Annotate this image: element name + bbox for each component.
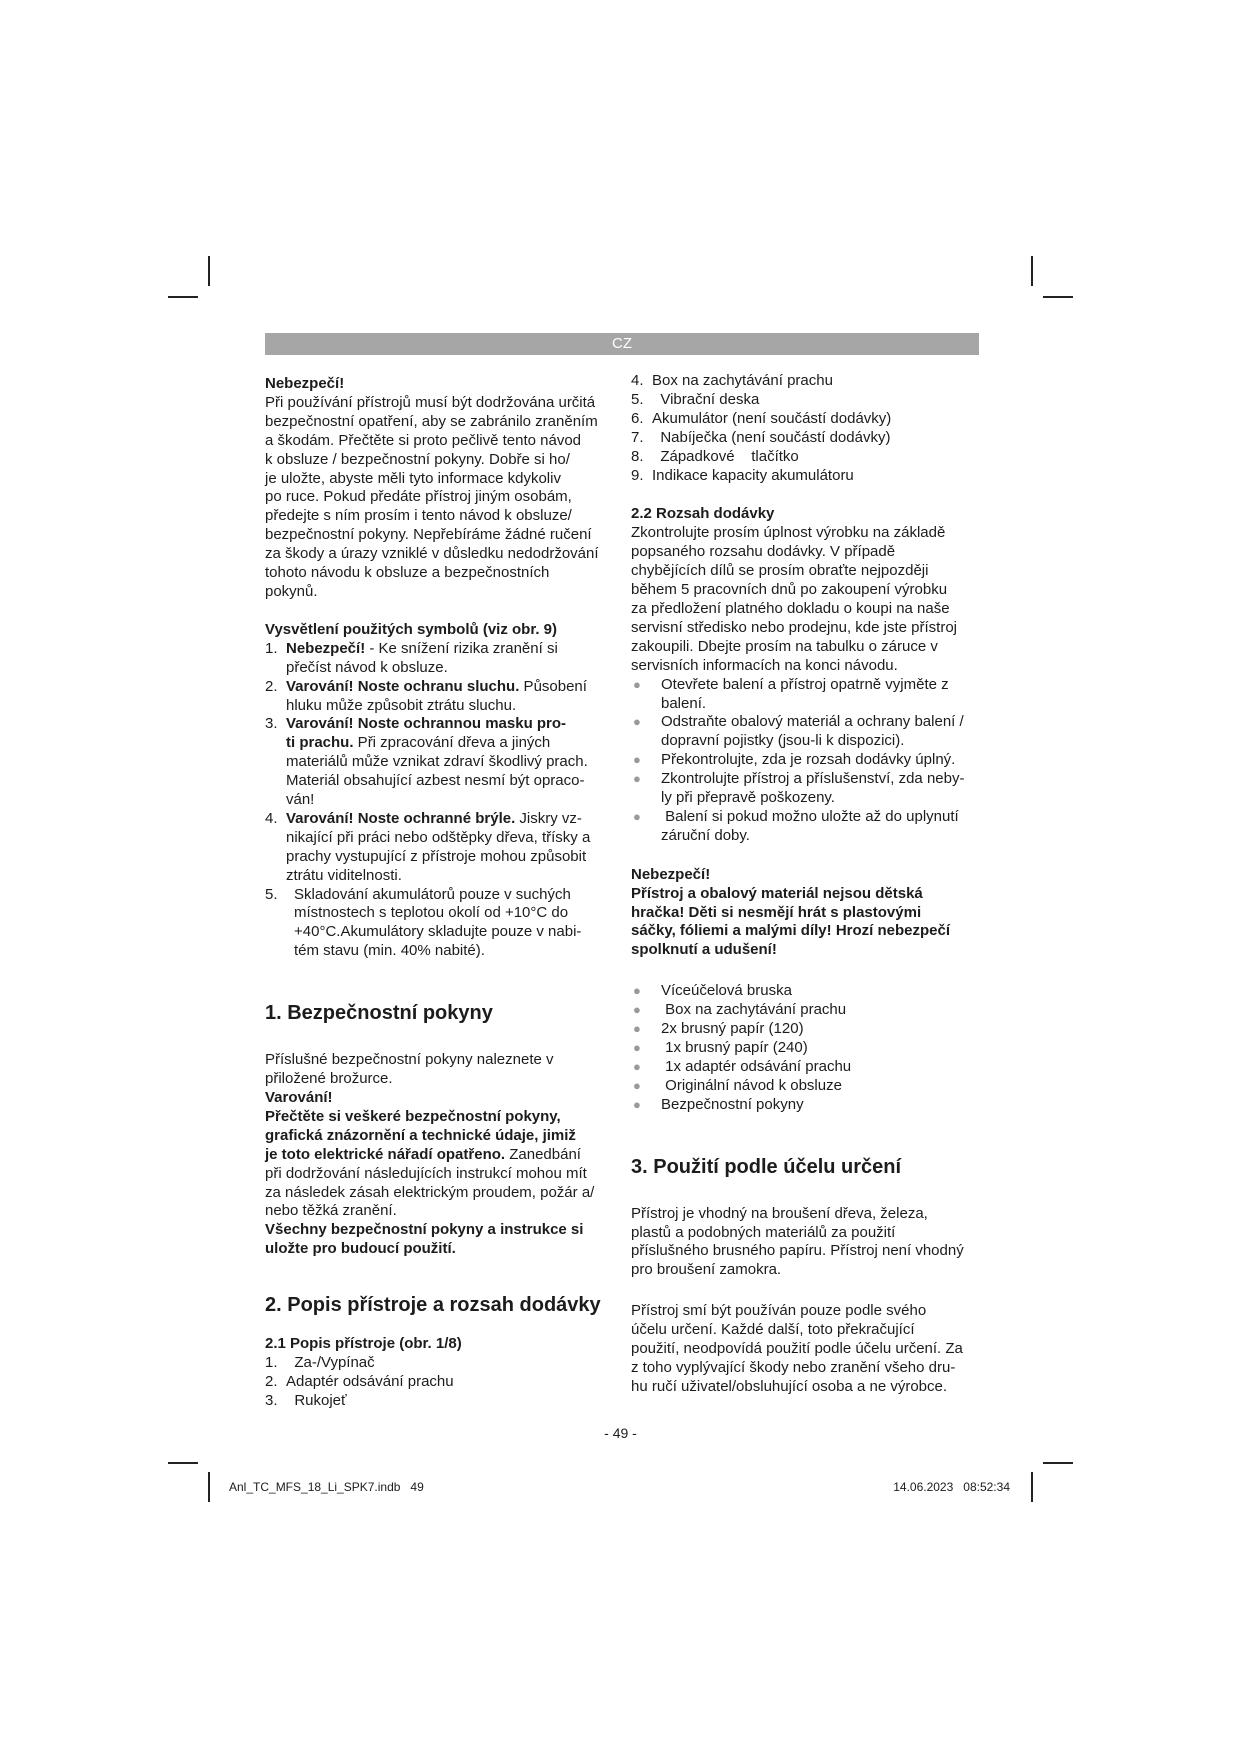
text-line: chybějících dílů se prosím obraťte nejpozději: [631, 562, 929, 580]
contents-item: [631, 1096, 981, 1115]
item-text: Indikace kapacity akumulátoru: [652, 466, 854, 484]
bullet-icon: ●: [633, 1058, 641, 1074]
item-text: Víceúčelová bruska: [661, 982, 792, 1000]
text-line: je toto elektrické nářadí opatřeno.: [265, 1145, 506, 1163]
text-line: Odstraňte obalový materiál a ochrany balení /: [661, 713, 964, 731]
text-line: Přečtěte si veškeré bezpečnostní pokyny,: [265, 1107, 561, 1125]
text-line: ly při přepravě poškozeny.: [661, 789, 835, 807]
symbols-title: Vysvětlení použitých symbolů (viz obr. 9): [265, 620, 558, 638]
contents-item: [631, 1077, 981, 1096]
list-item: [631, 391, 981, 410]
item-number: 3.: [265, 1391, 278, 1409]
text-line: +40°C.Akumulátory skladujte pouze v nabi-: [294, 923, 582, 941]
section-2-1-title: 2.1 Popis přístroje (obr. 1/8): [265, 1335, 462, 1353]
bullet-icon: ●: [633, 676, 641, 692]
text-line: Působení: [519, 677, 587, 695]
text-line: po ruce. Pokud předáte přístroj jiným osobám,: [265, 488, 572, 506]
text-line: příslušného brusného papíru. Přístroj není vhodný: [631, 1242, 964, 1260]
language-band: [265, 333, 979, 355]
item-text: Rukojeť: [286, 1391, 347, 1409]
item-number: 1.: [265, 1354, 278, 1372]
bullet-icon: ●: [633, 714, 641, 730]
item-number: 4.: [631, 372, 644, 389]
text-line: hu ručí uživatel/obsluhující osoba a ne výrobce.: [631, 1377, 948, 1395]
section-2-2-title: 2.2 Rozsah dodávky: [631, 505, 775, 523]
item-bold: Varování! Noste ochranu sluchu.: [286, 677, 520, 695]
text-line: Přístroj je vhodný na broušení dřeva, železa,: [631, 1204, 928, 1222]
language-code: CZ: [612, 335, 632, 352]
item-number: 6.: [631, 409, 644, 427]
text-line: a škodám. Přečtěte si proto pečlivě tento návod: [265, 431, 582, 449]
item-text: Adaptér odsávání prachu: [286, 1372, 454, 1390]
footer-file: Anl_TC_MFS_18_Li_SPK7.indb 49: [229, 1480, 424, 1494]
text-line: Přístroj smí být používán pouze podle svého: [631, 1302, 927, 1320]
right-column: [631, 372, 981, 1397]
text-line: prachy vystupující z přístroje mohou způsobit: [286, 847, 587, 865]
text-line: Zkontrolujte přístroj a příslušenství, zda neby-: [661, 770, 965, 788]
item-text: 1x brusný papír (240): [661, 1039, 808, 1056]
section-2-title: 2. Popis přístroje a rozsah dodávky: [265, 1294, 601, 1317]
list-item: [265, 1392, 615, 1411]
text-line: hluku může způsobit ztrátu sluchu.: [286, 696, 517, 714]
text-line: přečíst návod k obsluze.: [286, 658, 448, 676]
text-line: Všechny bezpečnostní pokyny a instrukce si: [265, 1221, 584, 1239]
list-item: [631, 372, 981, 391]
text-line: Skladování akumulátorů pouze v suchých: [294, 885, 571, 903]
text-line: Balení si pokud možno uložte až do uplynutí: [661, 807, 959, 825]
text-line: za předložení platného dokladu o koupi na naše: [631, 599, 950, 617]
list-item: [631, 429, 981, 448]
item-text: 1x adaptér odsávání prachu: [661, 1057, 852, 1075]
bullet-item: [631, 713, 981, 751]
bullet-icon: ●: [633, 1077, 641, 1093]
text-line: účelu určení. Každé další, toto překračující: [631, 1321, 915, 1339]
danger-title: Nebezpečí!: [265, 375, 345, 392]
text-line: Překontrolujte, zda je rozsah dodávky úplný.: [661, 751, 956, 769]
text-line: ztrátu viditelnosti.: [286, 866, 402, 884]
symbol-item: [265, 678, 615, 716]
footer-timestamp: 14.06.2023 08:52:34: [893, 1480, 1010, 1494]
text-line: balení.: [661, 694, 707, 712]
text-line: servisní středisko nebo prodejnu, kde jste přístroj: [631, 618, 957, 636]
text-line: předejte s ním prosím i tento návod k obsluze/: [265, 507, 572, 525]
bullet-icon: ●: [633, 1021, 641, 1037]
section-1-title: 1. Bezpečnostní pokyny: [265, 1002, 493, 1025]
text-line: tohoto návodu k obsluze a bezpečnostních: [265, 564, 550, 582]
left-column: [265, 375, 615, 1411]
item-text: Západkové tlačítko: [652, 447, 799, 465]
text-line: dopravní pojistky (jsou-li k dispozici).: [661, 732, 905, 750]
item-text: Bezpečnostní pokyny: [661, 1095, 804, 1113]
text-line: bezpečnostní pokyny. Nepřebíráme žádné ručení: [265, 526, 592, 544]
item-number: 5.: [265, 885, 278, 903]
text-line: Zanedbání: [505, 1145, 581, 1163]
crop-mark: [208, 256, 210, 286]
crop-mark: [208, 1472, 210, 1502]
contents-item: [631, 982, 981, 1001]
text-line: z toho vyplývající škody nebo zranění všeho dru-: [631, 1358, 956, 1376]
crop-mark: [1043, 1462, 1073, 1464]
crop-mark: [1031, 256, 1033, 286]
text-line: ván!: [286, 791, 315, 809]
text-line: sáčky, fóliemi a malými díly! Hrozí nebezpečí: [631, 922, 951, 940]
text-line: nebo těžká zranění.: [265, 1202, 397, 1220]
contents-item: [631, 1020, 981, 1039]
text-line: tém stavu (min. 40% nabité).: [294, 942, 485, 960]
page-number: - 49 -: [604, 1425, 637, 1441]
text-line: zakoupili. Dbejte prosím na tabulku o záruce v: [631, 637, 938, 655]
text-line: bezpečnostní opatření, aby se zabránilo zraněním: [265, 412, 598, 430]
crop-mark: [168, 296, 198, 298]
item-number: 7.: [631, 428, 644, 446]
danger-2-title: Nebezpečí!: [631, 865, 711, 883]
text-line: uložte pro budoucí použití.: [265, 1240, 456, 1258]
item-text: Za-/Vypínač: [286, 1354, 375, 1372]
item-text: Box na zachytávání prachu: [661, 1001, 847, 1019]
crop-mark: [1031, 1472, 1033, 1502]
text-line: záruční doby.: [661, 826, 750, 844]
item-bold: Nebezpečí!: [286, 639, 366, 657]
item-bold: ti prachu.: [286, 734, 354, 752]
text-line: popsaného rozsahu dodávky. V případě: [631, 543, 896, 561]
text-line: Otevřete balení a přístroj opatrně vyjměte z: [661, 675, 949, 693]
bullet-item: [631, 808, 981, 846]
contents-item: [631, 1039, 981, 1058]
item-text: Akumulátor (není součástí dodávky): [652, 409, 892, 427]
bullet-icon: ●: [633, 808, 641, 824]
item-number: 2.: [265, 677, 278, 695]
item-bold: Varování! Noste ochranné brýle.: [286, 809, 516, 827]
list-item: [631, 448, 981, 467]
text-line: plastů a podobných materiálů za použití: [631, 1223, 896, 1241]
contents-item: [631, 1058, 981, 1077]
text-line: během 5 pracovních dnů po zakoupení výrobku: [631, 581, 948, 599]
symbol-item: [265, 886, 615, 962]
symbol-item: [265, 715, 615, 810]
text-line: pro broušení zamokra.: [631, 1261, 782, 1279]
symbol-item: [265, 640, 615, 678]
text-line: grafická znázornění a technické údaje, jimiž: [265, 1126, 576, 1144]
item-text: 2x brusný papír (120): [661, 1020, 804, 1038]
item-number: 8.: [631, 447, 644, 465]
text-line: hračka! Děti si nesmějí hrát s plastovými: [631, 903, 922, 921]
text-line: Zkontrolujte prosím úplnost výrobku na základě: [631, 524, 946, 542]
text-line: Příslušné bezpečnostní pokyny naleznete v: [265, 1051, 554, 1069]
item-number: 3.: [265, 715, 278, 733]
section-3-title: 3. Použití podle účelu určení: [631, 1155, 902, 1178]
item-number: 4.: [265, 809, 278, 827]
text-line: Při používání přístrojů musí být dodržována určitá: [265, 393, 596, 411]
item-text: Box na zachytávání prachu: [652, 372, 833, 389]
text-line: Materiál obsahující azbest nesmí být opraco-: [286, 772, 585, 790]
item-bold: Varování! Noste ochrannou masku pro-: [286, 715, 567, 733]
text-line: Při zpracování dřeva a jiných: [353, 734, 551, 752]
bullet-item: [631, 770, 981, 808]
list-item: [631, 467, 981, 486]
item-number: 5.: [631, 390, 644, 408]
warning-title: Varování!: [265, 1089, 333, 1106]
symbol-item: [265, 810, 615, 886]
bullet-icon: ●: [633, 1096, 641, 1112]
text-line: Přístroj a obalový materiál nejsou dětská: [631, 884, 923, 902]
text-line: servisních informacích na konci návodu.: [631, 656, 898, 674]
item-number: 2.: [265, 1372, 278, 1390]
contents-item: [631, 1001, 981, 1020]
list-item: [631, 410, 981, 429]
text-line: přiložené brožurce.: [265, 1070, 393, 1088]
item-number: 9.: [631, 466, 644, 484]
item-number: 1.: [265, 639, 278, 657]
text-line: Jiskry vz-: [515, 809, 582, 827]
text-line: místnostech s teplotou okolí od +10°C do: [294, 904, 569, 922]
text-line: při dodržování následujících instrukcí mohou mít: [265, 1164, 587, 1182]
bullet-item: [631, 676, 981, 714]
text-line: za následek zásah elektrickým proudem, požár a/: [265, 1183, 595, 1201]
text-line: použití, neodpovídá použití podle účelu určení. Za: [631, 1340, 963, 1358]
text-line: nikající při práci nebo odštěpky dřeva, třísky a: [286, 828, 591, 846]
item-text: Originální návod k obsluze: [661, 1076, 842, 1094]
item-text: Vibrační deska: [652, 390, 760, 408]
list-item: [265, 1373, 615, 1392]
bullet-icon: ●: [633, 771, 641, 787]
text-line: je uložte, abyste měli tyto informace kdykoliv: [265, 469, 561, 487]
crop-mark: [1043, 296, 1073, 298]
text-line: za škody a úrazy vzniklé v důsledku nedodržování: [265, 545, 599, 563]
bullet-icon: ●: [633, 1002, 641, 1018]
bullet-icon: ●: [633, 752, 641, 768]
text-line: materiálů může vznikat zdraví škodlivý prach.: [286, 753, 588, 771]
text-line: spolknutí a udušení!: [631, 941, 777, 959]
text-line: pokynů.: [265, 582, 318, 600]
item-text: Nabíječka (není součástí dodávky): [652, 428, 891, 446]
bullet-item: [631, 751, 981, 770]
bullet-icon: ●: [633, 983, 641, 999]
bullet-icon: ●: [633, 1040, 641, 1055]
list-item: [265, 1354, 615, 1373]
text-line: - Ke snížení rizika zranění si: [365, 639, 558, 657]
text-line: k obsluze / bezpečnostní pokyny. Dobře si ho/: [265, 450, 570, 468]
crop-mark: [168, 1462, 198, 1464]
